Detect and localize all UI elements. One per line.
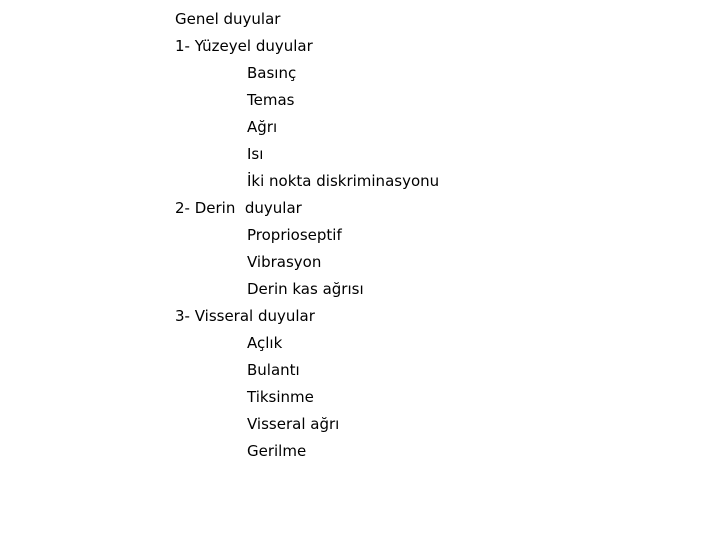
outline-title: Genel duyular <box>175 10 281 28</box>
list-item: Derin kas ağrısı <box>247 280 364 298</box>
list-item: Temas <box>247 91 295 109</box>
list-item: Basınç <box>247 64 297 82</box>
section-heading-superficial: 1- Yüzeyel duyular <box>175 37 313 55</box>
list-item: Açlık <box>247 334 283 352</box>
sensation-outline <box>175 9 695 468</box>
list-item: Gerilme <box>247 442 307 460</box>
list-item: Isı <box>247 145 264 163</box>
section-heading-deep: 2- Derin duyular <box>175 199 302 217</box>
list-item: Proprioseptif <box>247 226 342 244</box>
list-item: Visseral ağrı <box>247 415 340 433</box>
list-item: Bulantı <box>247 361 300 379</box>
list-item: Vibrasyon <box>247 253 322 271</box>
list-item: Ağrı <box>247 118 278 136</box>
section-heading-visceral: 3- Visseral duyular <box>175 307 315 325</box>
list-item: İki nokta diskriminasyonu <box>247 172 440 190</box>
list-item: Tiksinme <box>247 388 314 406</box>
